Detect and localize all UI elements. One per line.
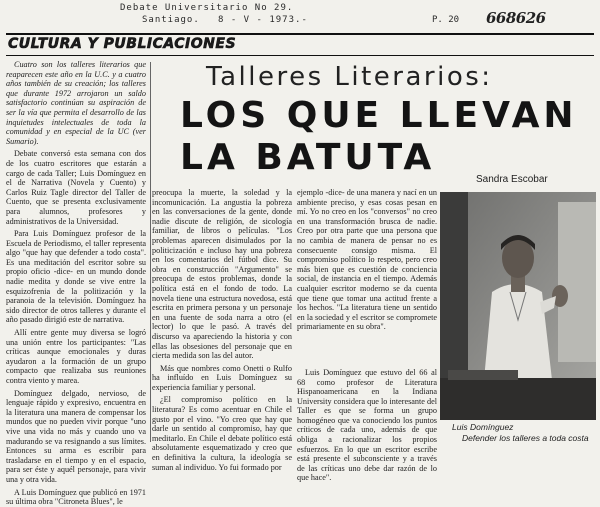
col1-paragraph-4: Domínguez delgado, nervioso, de lenguaje rápido y expresivo, encuentra en la literatura una manera de compensar los mundos que no pueden vivir porque "uno vive una vida no más y cuando uno va madurando se va resignando a sus límites. Entonces su arma es escribir para trasladarse en el tiempo y en el espacio, para ser éste y aquél personaje, para vivir una y otra vida. (6, 388, 146, 484)
masthead-stamp-date: 8 - V - 1973.- (218, 15, 308, 25)
photo-caption-text: Defender los talleres a toda costa (462, 433, 589, 443)
col1-paragraph-2: Para Luis Domínguez profesor de la Escuela de Periodismo, el taller representa algo "que hay que defender a todo costa". Es una meditación del escritor sobre su propio oficio -dice- en un mundo donde nadie medita y donde se vive entre la esquizofrenia de la politización y la paranoia de la televisión. Domínguez ha sido director de otros talleres y durante el año pasado dirigió este de narrativa. (6, 229, 146, 325)
col1-paragraph-3: Allí entre gente muy diversa se logró una unión entre los participantes: "Las críticas aunque emocionales y duras ayudaron a la formación de un grupo compacto que realizaba sus reuniones contra viento y marea. (6, 328, 146, 385)
portrait-photo (440, 192, 596, 420)
headline-line1: LOS QUE LLEVAN (180, 95, 578, 136)
masthead-stamp-line1: Debate Universitario No 29. (120, 3, 294, 13)
column-right (297, 188, 437, 483)
section-header (6, 33, 594, 56)
byline: Sandra Escobar (476, 174, 548, 185)
lead-paragraph: Cuatro son los talleres literarios que reaparecen este año en la U.C. y a cuatro años también de su creación; los talleres que durante 1972 arrojaron un saldo satisfactorio continúan su aspiración de ser la vía que permita el desarrollo de las inquietudes intelectuales de toda la comunidad y en especial de la UC (ver Sumario). (6, 60, 146, 146)
photo-caption-name: Luis Domínguez (452, 422, 514, 432)
col1-paragraph-1: Debate conversó esta semana con dos de los cuatro escritores que estarán a cargo de cada Taller; Luis Domínguez en el de Narrativa (Novela y Cuento) y Carlos Ruiz Tagle director del Taller de Cuento, que se presenta exclusivamente para alumnos, profesores y administrativos de la Universidad. (6, 149, 146, 226)
col1-paragraph-5: A Luis Domínguez que publicó en 1971 su última obra "Citroneta Blues", le (6, 487, 146, 507)
col3-paragraph-2: Luis Domínguez que estuvo del 66 al 68 como profesor de Literatura Hispanoamericana en la Indiana University considera que lo interesante del Taller es que se forma un grupo homogéneo que va conociendo los puntos críticos de cada uno, además de que obliga a racionalizar los propios esfuerzos. En lo que un escritor escribe está presente el subconsciente y a través de las críticas uno debe dar razón de lo que hace". (297, 367, 437, 483)
page-number: P. 20 (432, 15, 460, 25)
masthead-stamp-line2: Santiago. (142, 15, 200, 25)
column-left (6, 60, 146, 507)
col3-paragraph-1: ejemplo -dice- de una manera y nací en un ambiente preciso, y esas cosas pesan en mí. Yo no creo en los "conversos" no creo en una transformación brusca de nadie. Creo por otra parte que una persona que no cambia de manera de pensar no es consecuente consigo misma. El compromiso político lo respeto, pero creo más bien que es cuestión de conciencia social, de instancia en el tiempo. Además cualquier escritor moderno se da cuenta que tiene que tomar una actitud frente a los hechos. "La literatura tiene un sentido en la sociedad y el escritor se compromete primariamente en su obra". (297, 188, 437, 332)
headline-line2: LA BATUTA (180, 137, 436, 178)
col2-paragraph-2: Más que nombres como Onetti o Rulfo ha influído en Luis Domínguez su experiencia familiar y personal. (152, 363, 292, 392)
headline-kicker: Talleres Literarios: (206, 62, 493, 92)
catalog-number: 668626 (486, 9, 546, 27)
section-title: CULTURA Y PUBLICACIONES (8, 36, 237, 52)
column-divider-left (150, 62, 151, 442)
column-middle (152, 188, 292, 472)
col2-paragraph-3: ¿El compromiso político en la literatura? Es como acentuar en Chile el gusto por el vino. "Yo creo que hay que darle un sentido al compromiso, hay que meditarlo. En Chile el debate político está absolutamente esquematizado y creo que en definitiva la cultura, la ideología se suman al individuo. Yo fui formado por (152, 395, 292, 472)
photo-luis-dominguez (440, 192, 596, 420)
col2-paragraph-1: preocupa la muerte, la soledad y la incomunicación. La angustia la pobreza en las conversaciones de la gente, donde nadie discute de religión, de sicología familiar, de libros o películas. "Los problemas aparecen disimulados por la politicización e incluso hay una pobreza en los comentarios del fútbol dice. Su obra en construcción "Argumento" se preocupa de estos problemas, donde la política está en el fondo de todo. La novela tiene una estructura novedosa, está escrita en primera persona y un personaje en una fuente de soda narra a otro (el lector) lo que le pasó. A través del discurso va apareciendo la historia y con ellas las obsesiones del personaje que en cierta medida son las del autor. (152, 188, 292, 361)
